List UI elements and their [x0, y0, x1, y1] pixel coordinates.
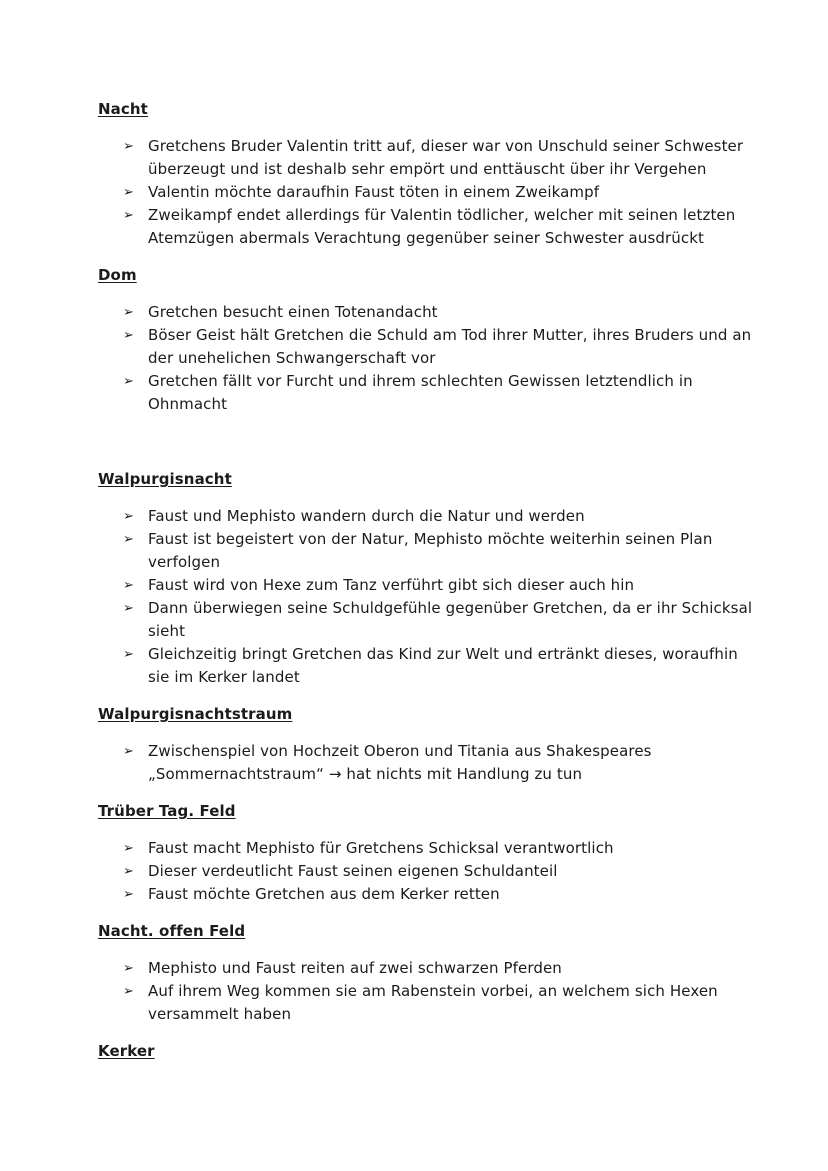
- list-item: [98, 980, 758, 1026]
- list-item: [98, 301, 758, 324]
- bullet-list: [98, 135, 758, 250]
- list-item: [98, 740, 758, 786]
- list-item: [98, 860, 758, 883]
- list-item: [98, 370, 758, 416]
- list-item: [98, 574, 758, 597]
- list-item-text: Zwischenspiel von Hochzeit Oberon und Titania aus Shakespeares „Sommernachtstraum“ → hat nichts mit Handlung zu tun: [148, 742, 652, 783]
- list-item-text: Faust ist begeistert von der Natur, Mephisto möchte weiterhin seinen Plan verfolgen: [148, 530, 713, 571]
- section-heading: Nacht: [98, 100, 148, 118]
- list-item: [98, 957, 758, 980]
- arrow-bullet-icon: ➢: [123, 139, 134, 154]
- list-item: [98, 181, 758, 204]
- section-heading: Walpurgisnachtstraum: [98, 705, 293, 723]
- section-heading: Walpurgisnacht: [98, 470, 232, 488]
- section-walpurgisnacht: [98, 468, 758, 689]
- list-item: [98, 883, 758, 906]
- list-item: [98, 324, 758, 370]
- arrow-bullet-icon: ➢: [123, 185, 134, 200]
- arrow-bullet-icon: ➢: [123, 864, 134, 879]
- list-item-text: Böser Geist hält Gretchen die Schuld am Tod ihrer Mutter, ihres Bruders und an der unehelichen Schwangerschaft vor: [148, 326, 752, 367]
- section-heading: Dom: [98, 266, 137, 284]
- list-item: [98, 135, 758, 181]
- arrow-bullet-icon: ➢: [123, 208, 134, 223]
- bullet-list: [98, 740, 758, 786]
- arrow-bullet-icon: ➢: [123, 647, 134, 662]
- arrow-bullet-icon: ➢: [123, 961, 134, 976]
- list-item-text: Faust wird von Hexe zum Tanz verführt gibt sich dieser auch hin: [148, 576, 635, 594]
- section-nacht-offen-feld: [98, 920, 758, 1026]
- list-item-text: Gretchen besucht einen Totenandacht: [148, 303, 438, 321]
- list-item-text: Faust und Mephisto wandern durch die Natur und werden: [148, 507, 585, 525]
- arrow-bullet-icon: ➢: [123, 601, 134, 616]
- section-kerker: [98, 1040, 758, 1063]
- section-heading: Kerker: [98, 1042, 155, 1060]
- section-nacht: [98, 98, 758, 250]
- list-item: [98, 597, 758, 643]
- arrow-bullet-icon: ➢: [123, 984, 134, 999]
- list-item-text: Mephisto und Faust reiten auf zwei schwarzen Pferden: [148, 959, 562, 977]
- arrow-bullet-icon: ➢: [123, 841, 134, 856]
- section-heading: Nacht. offen Feld: [98, 922, 246, 940]
- list-item-text: Gleichzeitig bringt Gretchen das Kind zur Welt und ertränkt dieses, woraufhin sie im Kerker landet: [148, 645, 738, 686]
- arrow-bullet-icon: ➢: [123, 305, 134, 320]
- bullet-list: [98, 301, 758, 416]
- list-item-text: Faust macht Mephisto für Gretchens Schicksal verantwortlich: [148, 839, 614, 857]
- list-item-text: Gretchens Bruder Valentin tritt auf, dieser war von Unschuld seiner Schwester überzeugt und ist deshalb sehr empört und enttäuscht über ihr Vergehen: [148, 137, 744, 178]
- list-item: [98, 204, 758, 250]
- bullet-list: [98, 837, 758, 906]
- arrow-bullet-icon: ➢: [123, 374, 134, 389]
- list-item: [98, 837, 758, 860]
- arrow-bullet-icon: ➢: [123, 887, 134, 902]
- list-item-text: Faust möchte Gretchen aus dem Kerker retten: [148, 885, 500, 903]
- bullet-list: [98, 505, 758, 689]
- list-item-text: Gretchen fällt vor Furcht und ihrem schlechten Gewissen letztendlich in Ohnmacht: [148, 372, 693, 413]
- list-item: [98, 528, 758, 574]
- arrow-bullet-icon: ➢: [123, 532, 134, 547]
- section-trueber-tag-feld: [98, 800, 758, 906]
- section-heading: Trüber Tag. Feld: [98, 802, 236, 820]
- arrow-bullet-icon: ➢: [123, 328, 134, 343]
- section-dom: [98, 264, 758, 416]
- list-item-text: Dann überwiegen seine Schuldgefühle gegenüber Gretchen, da er ihr Schicksal sieht: [148, 599, 753, 640]
- list-item-text: Zweikampf endet allerdings für Valentin tödlicher, welcher mit seinen letzten Atemzügen abermals Verachtung gegenüber seiner Schwester ausdrückt: [148, 206, 736, 247]
- arrow-bullet-icon: ➢: [123, 744, 134, 759]
- bullet-list: [98, 957, 758, 1026]
- list-item-text: Valentin möchte daraufhin Faust töten in einem Zweikampf: [148, 183, 600, 201]
- list-item-text: Dieser verdeutlicht Faust seinen eigenen Schuldanteil: [148, 862, 558, 880]
- section-walpurgisnachtstraum: [98, 703, 758, 786]
- arrow-bullet-icon: ➢: [123, 578, 134, 593]
- arrow-bullet-icon: ➢: [123, 509, 134, 524]
- list-item: [98, 643, 758, 689]
- list-item-text: Auf ihrem Weg kommen sie am Rabenstein vorbei, an welchem sich Hexen versammelt haben: [148, 982, 718, 1023]
- list-item: [98, 505, 758, 528]
